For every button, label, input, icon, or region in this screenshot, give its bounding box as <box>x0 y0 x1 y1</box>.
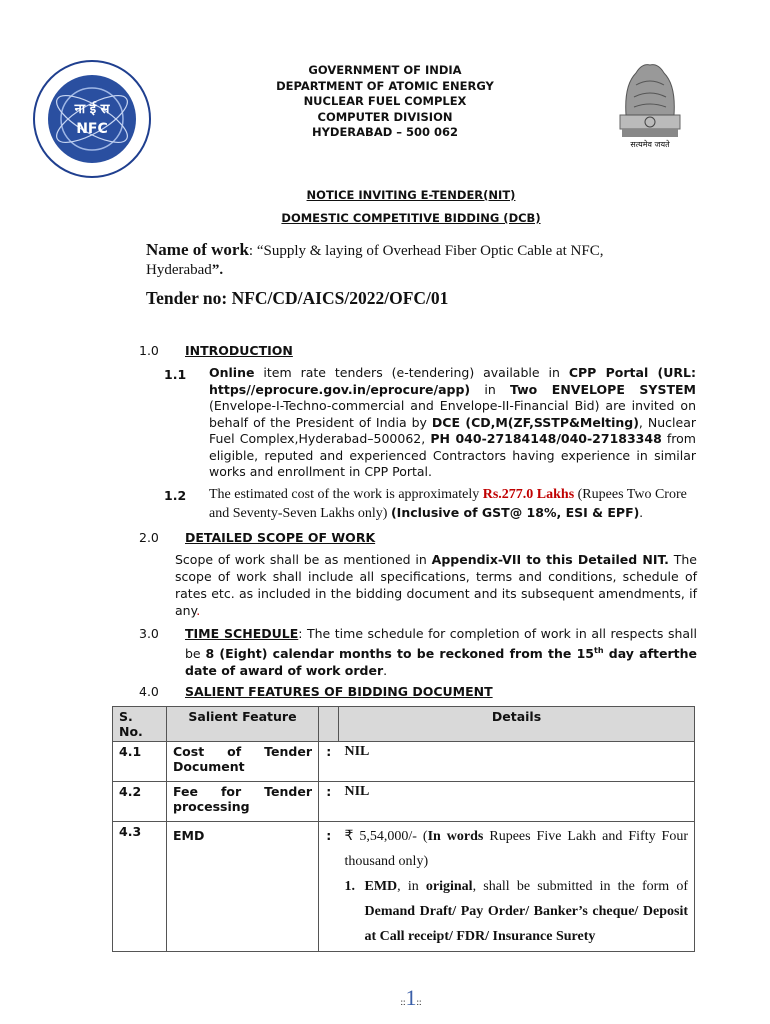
dcb-title: DOMESTIC COMPETITIVE BIDDING (DCB) <box>281 211 541 225</box>
text-phone: PH 040-27184148/040-27183348 <box>430 431 662 446</box>
text: The estimated cost of the work is approximately <box>209 487 483 502</box>
section-number: 1.0 <box>139 343 159 358</box>
table-header-row <box>113 707 695 742</box>
header-line: GOVERNMENT OF INDIA <box>308 63 462 77</box>
header-feature: Salient Feature <box>167 707 319 742</box>
row-detail: NIL <box>339 782 695 822</box>
estimated-cost: Rs.277.0 Lakhs <box>482 487 575 502</box>
text-instruments: Demand Draft/ Pay Order/ Banker’s cheque/ Deposit at Call receipt/ FDR/ Insurance Surety <box>364 904 688 944</box>
section-title-scope: DETAILED SCOPE OF WORK <box>185 530 376 545</box>
text: Rupees Five Lakh and Fifty Four thousand only) <box>344 829 689 869</box>
text: (Envelope-I-Techno-commercial and Envelope-II-Financial Bid) are invited on behalf of the President of India by <box>209 398 696 430</box>
nit-title: NOTICE INVITING E-TENDER(NIT) <box>306 188 516 202</box>
section-title-introduction: INTRODUCTION <box>185 343 293 358</box>
row-detail: NIL <box>339 742 695 782</box>
subsection-number: 1.1 <box>164 367 187 382</box>
header-line: COMPUTER DIVISION <box>317 109 453 124</box>
row-sno: 4.3 <box>113 822 167 952</box>
section-number: 2.0 <box>139 530 159 545</box>
row-feature: Fee for Tender processing <box>167 782 319 822</box>
row-feature: Cost of Tender Document <box>167 742 319 782</box>
svg-text:NFC: NFC <box>76 121 108 137</box>
text: The scope of work shall include all specifications, terms and conditions, schedule of rates etc. as included in the bidding document and its subsequent amendments, if any <box>175 552 697 618</box>
text: in <box>470 381 510 397</box>
text-sup: th <box>594 646 604 655</box>
section-title-time-schedule: TIME SCHEDULE <box>185 626 299 641</box>
row-sno: 4.2 <box>113 782 167 822</box>
text-inclusive: (Inclusive of GST@ 18%, ESI & EPF) <box>390 505 640 520</box>
text: item rate tenders (e-tendering) available in <box>254 365 569 380</box>
subsection-number: 1.2 <box>164 488 187 503</box>
row-sno: 4.1 <box>113 742 167 782</box>
work-label: Name of work <box>146 240 249 259</box>
section-number: 3.0 <box>139 626 159 641</box>
text: Scope of work shall be as mentioned in <box>175 552 432 567</box>
text: (Rupees Two Crore and Seventy-Seven Lakhs only) <box>209 487 687 521</box>
page-number <box>0 985 770 1011</box>
text: , shall be submitted in the form of <box>472 879 689 894</box>
emd-list-item <box>345 874 689 949</box>
header-line: DEPARTMENT OF ATOMIC ENERGY <box>276 78 494 93</box>
row-colon: : <box>319 782 339 822</box>
footer-page: 1 <box>405 985 417 1010</box>
emblem-caption: सत्यमेव जयते <box>630 140 670 149</box>
tender-number: Tender no: NFC/CD/AICS/2022/OFC/01 <box>146 288 449 308</box>
work-text-end: ”. <box>211 262 224 278</box>
svg-text:ना ई स: ना ई स <box>74 102 110 117</box>
text-months: 8 (Eight) calendar months to be reckoned from the 15 <box>205 646 595 662</box>
row-feature: EMD <box>167 822 319 952</box>
header-details: Details <box>339 707 695 742</box>
text-emd: EMD <box>364 879 398 894</box>
text-two-envelope: Two ENVELOPE SYSTEM <box>509 381 696 397</box>
header-line: NUCLEAR FUEL COMPLEX <box>303 94 467 108</box>
office-header <box>0 63 770 141</box>
footer-left: :: <box>400 997 406 1007</box>
text-dce: DCE (CD,M(ZF,SSTP&Melting) <box>431 414 639 430</box>
text: , Nuclear Fuel Complex,Hyderabad–500062, <box>209 414 696 446</box>
row-detail-emd <box>339 822 695 952</box>
paragraph-1-2 <box>209 486 699 523</box>
text-award: day afterthe date of award of work order <box>185 646 697 679</box>
text: . <box>639 506 643 521</box>
section-title-salient: SALIENT FEATURES OF BIDDING DOCUMENT <box>185 684 493 699</box>
table-row <box>113 822 695 952</box>
text-dot: . <box>196 603 201 618</box>
text: ₹ 5,54,000/- ( <box>344 829 428 844</box>
text: , in <box>397 879 426 894</box>
header-line: HYDERABAD – 500 062 <box>311 125 459 139</box>
text-appendix: Appendix-VII to this Detailed NIT. <box>431 552 669 567</box>
footer-right: :: <box>416 997 422 1007</box>
work-text-2: Hyderabad <box>146 262 212 278</box>
table-row <box>113 782 695 822</box>
text-cpp-portal: CPP Portal (URL: https//eprocure.gov.in/eprocure/app) <box>209 365 696 397</box>
text-original: original <box>425 879 473 894</box>
text-in-words: In words <box>427 829 484 844</box>
header-colon <box>319 707 339 742</box>
header-sno: S. No. <box>113 707 167 742</box>
row-colon: : <box>319 822 339 952</box>
paragraph-2-0 <box>175 551 697 619</box>
text: . <box>383 663 388 679</box>
work-text: : “Supply & laying of Overhead Fiber Optic Cable at NFC, <box>248 243 604 259</box>
text-online: Online <box>209 365 255 380</box>
text: from eligible, reputed and experienced Contractors having experience in similar works and enrollment in CPP Portal. <box>209 431 696 479</box>
paragraph-3-0 <box>185 625 697 679</box>
list-number: 1. <box>344 879 355 894</box>
section-number: 4.0 <box>139 684 159 699</box>
salient-features-table <box>112 706 695 952</box>
paragraph-1-1 <box>209 365 696 481</box>
row-colon: : <box>319 742 339 782</box>
name-of-work <box>146 240 682 280</box>
text: : The time schedule for completion of work in all respects shall be <box>185 626 697 662</box>
table-row <box>113 742 695 782</box>
